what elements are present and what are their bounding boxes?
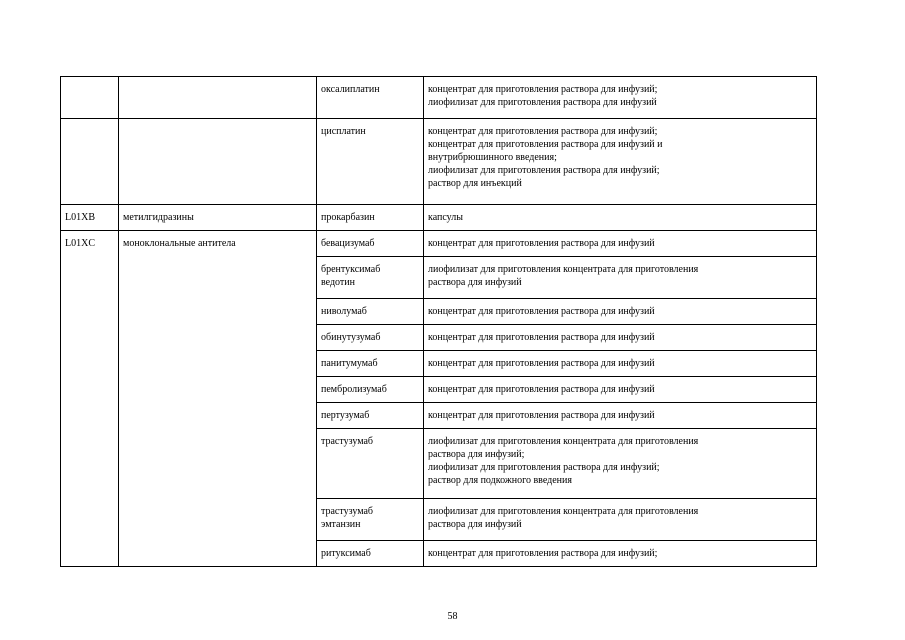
dosage-form-cell — [424, 205, 817, 231]
group-cell — [119, 299, 317, 325]
drug-name: цисплатин — [321, 126, 366, 137]
dosage-form-line: концентрат для приготовления раствора для инфузий; — [428, 126, 658, 137]
dosage-form-line: концентрат для приготовления раствора для инфузий — [428, 358, 655, 369]
drug-name: оксалиплатин — [321, 84, 380, 95]
drug-name: бевацизумаб — [321, 238, 375, 249]
dosage-form-cell — [424, 351, 817, 377]
atc-code-cell — [61, 429, 119, 499]
atc-code-cell — [61, 257, 119, 299]
dosage-form-cell — [424, 119, 817, 205]
table-row — [61, 325, 817, 351]
atc-code-cell — [61, 299, 119, 325]
drug-name: пембролизумаб — [321, 384, 387, 395]
drug-name: брентуксимаб — [321, 264, 381, 275]
table-row — [61, 77, 817, 119]
dosage-form-line: раствор для подкожного введения — [428, 475, 572, 486]
drug-name: ведотин — [321, 277, 355, 288]
dosage-form-line: концентрат для приготовления раствора для инфузий — [428, 332, 655, 343]
table-row — [61, 257, 817, 299]
drug-name-cell — [317, 257, 424, 299]
table-row — [61, 499, 817, 541]
table-row — [61, 351, 817, 377]
dosage-form-line: лиофилизат для приготовления концентрата для приготовления — [428, 506, 699, 517]
dosage-form-cell — [424, 541, 817, 567]
dosage-form-line: раствор для инъекций — [428, 178, 522, 189]
drug-name: трастузумаб — [321, 436, 374, 447]
dosage-form-cell — [424, 429, 817, 499]
drug-name: ритуксимаб — [321, 548, 371, 559]
group-cell — [119, 77, 317, 119]
drug-name-cell — [317, 403, 424, 429]
dosage-form-line: внутрибрюшинного введения; — [428, 152, 557, 163]
dosage-form-line: раствора для инфузий — [428, 277, 522, 288]
group-cell — [119, 403, 317, 429]
group-cell — [119, 377, 317, 403]
dosage-form-line: лиофилизат для приготовления концентрата для приготовления — [428, 264, 699, 275]
group-cell — [119, 231, 317, 257]
group-cell — [119, 429, 317, 499]
atc-code-cell — [61, 325, 119, 351]
dosage-form-cell — [424, 499, 817, 541]
dosage-form-line: концентрат для приготовления раствора для инфузий — [428, 306, 655, 317]
drug-name: ниволумаб — [321, 306, 367, 317]
atc-code: L01XB — [65, 212, 95, 223]
drug-name: эмтанзин — [321, 519, 361, 530]
drug-name: пертузумаб — [321, 410, 370, 421]
drug-name-cell — [317, 119, 424, 205]
drug-name-cell — [317, 541, 424, 567]
dosage-form-cell — [424, 231, 817, 257]
dosage-form-line: раствора для инфузий — [428, 519, 522, 530]
drug-name-cell — [317, 499, 424, 541]
table-row — [61, 403, 817, 429]
drug-name-cell — [317, 325, 424, 351]
dosage-form-line: концентрат для приготовления раствора для инфузий и — [428, 139, 663, 150]
dosage-form-cell — [424, 325, 817, 351]
drug-name: панитумумаб — [321, 358, 378, 369]
table-row — [61, 231, 817, 257]
dosage-form-line: концентрат для приготовления раствора для инфузий — [428, 384, 655, 395]
group-cell — [119, 205, 317, 231]
dosage-form-line: лиофилизат для приготовления раствора для инфузий — [428, 97, 657, 108]
dosage-form-line: концентрат для приготовления раствора для инфузий — [428, 238, 655, 249]
table-row — [61, 541, 817, 567]
dosage-form-line: концентрат для приготовления раствора для инфузий; — [428, 548, 658, 559]
dosage-form-cell — [424, 403, 817, 429]
atc-code-cell — [61, 403, 119, 429]
dosage-form-line: лиофилизат для приготовления раствора для инфузий; — [428, 462, 660, 473]
dosage-form-line: лиофилизат для приготовления концентрата для приготовления — [428, 436, 699, 447]
atc-code-cell — [61, 541, 119, 567]
drug-name-cell — [317, 429, 424, 499]
table-row — [61, 299, 817, 325]
drug-name-cell — [317, 351, 424, 377]
dosage-form-cell — [424, 299, 817, 325]
drug-name-cell — [317, 299, 424, 325]
drug-table — [60, 76, 817, 567]
drug-name-cell — [317, 205, 424, 231]
group-name: моноклональные антитела — [123, 238, 236, 249]
atc-code-cell — [61, 119, 119, 205]
group-cell — [119, 499, 317, 541]
dosage-form-line: раствора для инфузий; — [428, 449, 525, 460]
drug-name: трастузумаб — [321, 506, 374, 517]
dosage-form-line: лиофилизат для приготовления раствора для инфузий; — [428, 165, 660, 176]
atc-code: L01XC — [65, 238, 95, 249]
dosage-form-cell — [424, 77, 817, 119]
dosage-form-cell — [424, 257, 817, 299]
drug-name: прокарбазин — [321, 212, 375, 223]
group-cell — [119, 351, 317, 377]
atc-code-cell — [61, 231, 119, 257]
drug-name-cell — [317, 77, 424, 119]
atc-code-cell — [61, 377, 119, 403]
group-cell — [119, 325, 317, 351]
atc-code-cell — [61, 205, 119, 231]
group-cell — [119, 257, 317, 299]
drug-name-cell — [317, 231, 424, 257]
drug-name-cell — [317, 377, 424, 403]
dosage-form-cell — [424, 377, 817, 403]
drug-name: обинутузумаб — [321, 332, 381, 343]
page-number: 58 — [447, 611, 458, 622]
table-row — [61, 377, 817, 403]
atc-code-cell — [61, 77, 119, 119]
group-cell — [119, 119, 317, 205]
atc-code-cell — [61, 499, 119, 541]
atc-code-cell — [61, 351, 119, 377]
dosage-form-line: капсулы — [428, 212, 463, 223]
dosage-form-line: концентрат для приготовления раствора для инфузий; — [428, 84, 658, 95]
table-row — [61, 205, 817, 231]
table-row — [61, 119, 817, 205]
dosage-form-line: концентрат для приготовления раствора для инфузий — [428, 410, 655, 421]
group-name: метилгидразины — [123, 212, 194, 223]
group-cell — [119, 541, 317, 567]
table-row — [61, 429, 817, 499]
